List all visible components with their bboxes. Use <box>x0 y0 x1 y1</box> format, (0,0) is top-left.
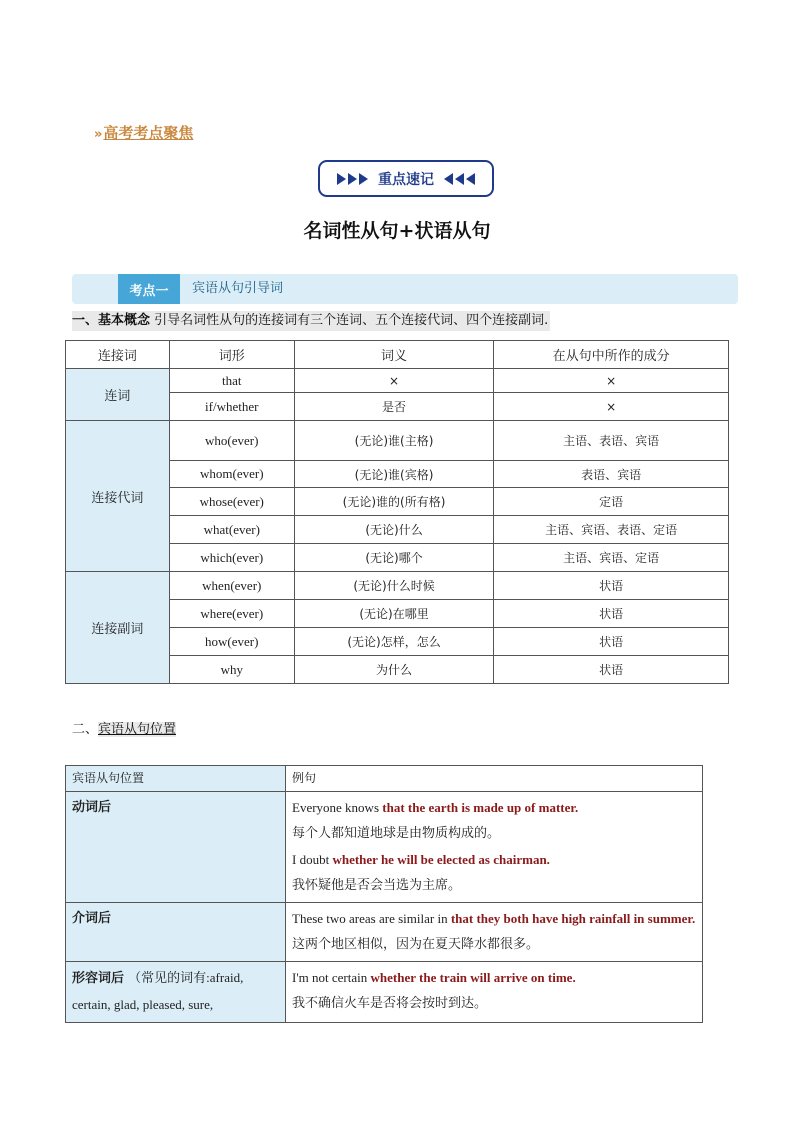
meaning-cell: (无论)哪个 <box>294 544 494 572</box>
form-cell: which(ever) <box>169 544 294 572</box>
role-cell: 定语 <box>494 488 729 516</box>
role-cell: × <box>494 369 729 393</box>
position-cell <box>66 792 286 903</box>
form-cell: who(ever) <box>169 421 294 461</box>
section-1-text: 引导名词性从句的连接词有三个连词、五个连接代词、四个连接副词. <box>150 313 549 328</box>
section-1-heading <box>72 311 550 331</box>
topic-text: 宾语从句引导词 <box>192 281 284 296</box>
position-cell <box>66 903 286 962</box>
role-cell: 状语 <box>494 572 729 600</box>
clause-position-table <box>65 765 703 1023</box>
table-header-row <box>66 766 703 792</box>
header-cell: 例句 <box>286 766 703 792</box>
category-cell: 连词 <box>66 369 170 421</box>
role-cell: 主语、宾语、定语 <box>494 544 729 572</box>
key-points-label: 重点速记 <box>378 171 434 188</box>
example-cell <box>286 903 703 962</box>
meaning-cell: (无论)谁(主格) <box>294 421 494 461</box>
example-sentence <box>292 795 696 821</box>
double-chevron-icon: » <box>94 127 100 142</box>
example-cell <box>286 962 703 1023</box>
table-header-row <box>66 341 729 369</box>
example-sentence <box>292 906 696 932</box>
topic-banner <box>72 274 738 304</box>
section-1-title: 一、基本概念 <box>72 313 151 328</box>
meaning-cell: (无论)什么时候 <box>294 572 494 600</box>
example-translation: 每个人都知道地球是由物质构成的。 <box>292 826 501 841</box>
header-cell: 在从句中所作的成分 <box>494 341 729 369</box>
section-2-title: 宾语从句位置 <box>98 722 177 737</box>
table-row <box>66 792 703 903</box>
example-clause: whether he will be elected as chairman. <box>332 852 550 867</box>
section-link[interactable] <box>94 122 193 143</box>
meaning-cell: 是否 <box>294 393 494 421</box>
table-row <box>66 962 703 1023</box>
position-note-words: :afraid, certain, glad, pleased, sure, <box>72 970 244 1012</box>
category-cell: 连接副词 <box>66 572 170 684</box>
header-cell: 词形 <box>169 341 294 369</box>
form-cell: whose(ever) <box>169 488 294 516</box>
form-cell: that <box>169 369 294 393</box>
example-sentence <box>292 965 696 991</box>
form-cell: where(ever) <box>169 600 294 628</box>
example-translation: 我不确信火车是否将会按时到达。 <box>292 996 488 1011</box>
example-sentence <box>292 847 696 873</box>
table-row <box>66 903 703 962</box>
example-clause: that they both have high rainfall in summer. <box>450 911 696 926</box>
role-cell: 状语 <box>494 600 729 628</box>
role-cell: 状语 <box>494 656 729 684</box>
header-cell: 词义 <box>294 341 494 369</box>
meaning-cell: (无论)怎样，怎么 <box>294 628 494 656</box>
example-clause: that the earth is made up of matter. <box>382 800 579 815</box>
role-cell: × <box>494 393 729 421</box>
role-cell: 表语、宾语 <box>494 461 729 488</box>
example-cell <box>286 792 703 903</box>
example-translation: 我怀疑他是否会当选为主席。 <box>292 878 462 893</box>
form-cell: when(ever) <box>169 572 294 600</box>
form-cell: what(ever) <box>169 516 294 544</box>
topic-tag: 考点一 <box>118 274 180 304</box>
section-2-heading <box>72 718 176 737</box>
table-row <box>66 572 729 600</box>
meaning-cell: (无论)什么 <box>294 516 494 544</box>
form-cell: how(ever) <box>169 628 294 656</box>
meaning-cell: × <box>294 369 494 393</box>
right-arrows-icon <box>337 173 368 185</box>
meaning-cell: 为什么 <box>294 656 494 684</box>
form-cell: whom(ever) <box>169 461 294 488</box>
role-cell: 状语 <box>494 628 729 656</box>
position-label: 介词后 <box>72 911 112 926</box>
category-cell: 连接代词 <box>66 421 170 572</box>
page-title: 名词性从句+状语从句 <box>303 220 491 242</box>
position-label: 形容词后 <box>72 971 125 986</box>
table-row <box>66 421 729 461</box>
meaning-cell: (无论)在哪里 <box>294 600 494 628</box>
connectives-table <box>65 340 729 684</box>
section-2-prefix: 二、 <box>72 722 99 737</box>
example-translation: 这两个地区相似，因为在夏天降水都很多。 <box>292 937 540 952</box>
role-cell: 主语、表语、宾语 <box>494 421 729 461</box>
example-plain: These two areas are similar in <box>292 911 451 926</box>
example-plain: Everyone knows <box>292 800 383 815</box>
meaning-cell: (无论)谁的(所有格) <box>294 488 494 516</box>
table-row <box>66 369 729 393</box>
example-clause: whether the train will arrive on time. <box>370 970 576 985</box>
position-label: 动词后 <box>72 800 112 815</box>
position-note: （常见的词有 <box>124 971 207 986</box>
role-cell: 主语、宾语、表语、定语 <box>494 516 729 544</box>
example-plain: I'm not certain <box>292 970 371 985</box>
section-link-text: 高考考点聚焦 <box>103 124 194 142</box>
form-cell: if/whether <box>169 393 294 421</box>
form-cell: why <box>169 656 294 684</box>
header-cell: 宾语从句位置 <box>66 766 286 792</box>
example-plain: I doubt <box>292 852 333 867</box>
position-cell <box>66 962 286 1023</box>
meaning-cell: (无论)谁(宾格) <box>294 461 494 488</box>
left-arrows-icon <box>444 173 475 185</box>
header-cell: 连接词 <box>66 341 170 369</box>
key-points-box <box>318 160 494 197</box>
